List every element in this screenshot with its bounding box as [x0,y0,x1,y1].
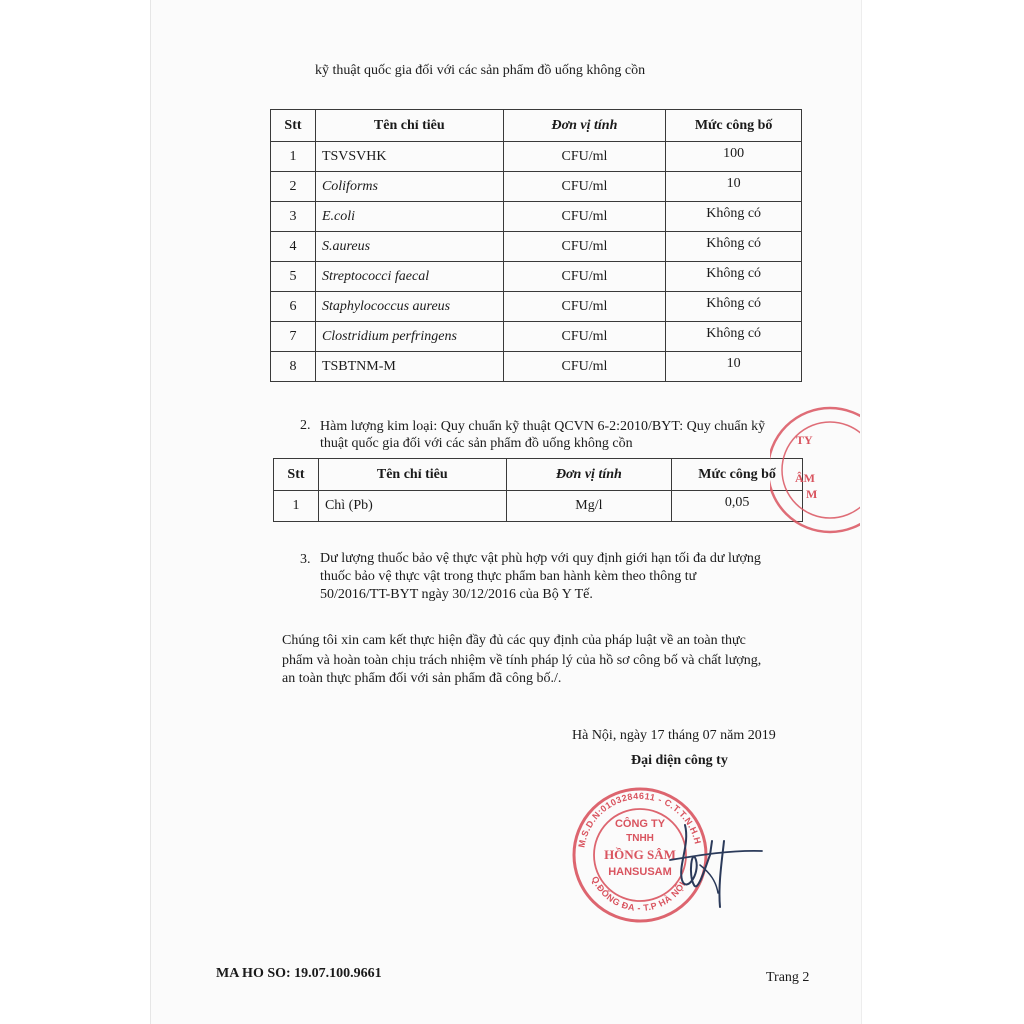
intro-line: kỹ thuật quốc gia đối với các sản phẩm đồ uống không cồn [315,63,646,78]
commitment-line1: Chúng tôi xin cam kết thực hiện đầy đủ các quy định của pháp luật về an toàn thực [282,633,746,648]
section2-number: 2. [300,418,311,433]
row-unit: Mg/l [506,491,672,522]
side-stamp [770,400,860,540]
row-value: Không có [666,262,802,292]
row-stt: 1 [271,142,316,172]
commitment-line2: phẩm và hoàn toàn chịu trách nhiệm về tính pháp lý của hồ sơ công bố và chất lượng, [282,653,762,668]
table-row [271,262,802,292]
header-value: Mức công bố [666,110,802,142]
row-unit: CFU/ml [503,172,666,202]
row-unit: CFU/ml [503,232,666,262]
row-value: Không có [666,232,802,262]
stamp-ring-bottom: Q.ĐỐNG ĐA - T.P HÀ NỘI [589,874,688,914]
page-number: Trang 2 [766,970,810,985]
row-value: Không có [666,322,802,352]
row-unit: CFU/ml [503,202,666,232]
header-stt: Stt [274,459,319,491]
row-stt: 1 [274,491,319,522]
row-value: 10 [666,172,802,202]
metal-table [273,458,803,522]
row-unit: CFU/ml [503,262,666,292]
table-row [271,172,802,202]
table-row [271,322,802,352]
row-stt: 6 [271,292,316,322]
stamp-line1: CÔNG TY [614,818,666,830]
table-row [274,491,803,522]
row-unit: CFU/ml [503,142,666,172]
row-name: Clostridium perfringens [315,322,503,352]
row-name: S.aureus [315,232,503,262]
table-row [271,352,802,382]
side-stamp-line3: M [806,487,818,501]
row-stt: 3 [271,202,316,232]
table-row [271,292,802,322]
row-value: Không có [666,202,802,232]
header-name: Tên chỉ tiêu [315,110,503,142]
header-name: Tên chỉ tiêu [318,459,506,491]
row-value: 100 [666,142,802,172]
row-unit: CFU/ml [503,322,666,352]
section2-line2: thuật quốc gia đối với các sản phẩm đồ uống không cồn [320,436,633,451]
section3-number: 3. [300,552,311,567]
row-name: TSVSVHK [315,142,503,172]
stamp-line2: TNHH [626,833,654,844]
row-name: Chì (Pb) [318,491,506,522]
row-stt: 8 [271,352,316,382]
commitment-line3: an toàn thực phẩm đối với sản phẩm đã công bố./. [282,671,562,686]
date-line: Hà Nội, ngày 17 tháng 07 năm 2019 [572,728,776,743]
side-stamp-line2: ÂM [795,471,815,485]
row-value: 0,05 [672,491,803,522]
row-name: Streptococci faecal [315,262,503,292]
table-row [271,142,802,172]
row-unit: CFU/ml [503,352,666,382]
section3-line2: thuốc bảo vệ thực vật trong thực phẩm ban hành kèm theo thông tư [320,569,697,584]
microbiology-table [270,109,802,382]
table-header-row [271,110,802,142]
stamp-line4: HANSUSAM [608,866,672,878]
row-value: 10 [666,352,802,382]
section3-line3: 50/2016/TT-BYT ngày 30/12/2016 của Bộ Y Tế. [320,587,593,602]
row-stt: 4 [271,232,316,262]
header-unit: Đơn vị tính [503,110,666,142]
row-stt: 7 [271,322,316,352]
row-name: TSBTNM-M [315,352,503,382]
stamp-ring-top: M.S.D.N:0103284611 - C.T.T.N.H.H [576,790,703,849]
header-value: Mức công bố [672,459,803,491]
section3-line1: Dư lượng thuốc bảo vệ thực vật phù hợp với quy định giới hạn tối đa dư lượng [320,551,761,566]
row-unit: CFU/ml [503,292,666,322]
row-value: Không có [666,292,802,322]
dossier-code: MA HO SO: 19.07.100.9661 [216,966,382,981]
side-stamp-line1: TY [796,433,813,447]
stamp-line3: HỒNG SÂM [604,847,676,862]
table-row [271,202,802,232]
row-stt: 5 [271,262,316,292]
row-stt: 2 [271,172,316,202]
table-row [271,232,802,262]
row-name: Coliforms [315,172,503,202]
row-name: Staphylococcus aureus [315,292,503,322]
table-header-row [274,459,803,491]
signature [660,805,770,915]
representative-title: Đại diện công ty [631,753,728,768]
header-unit: Đơn vị tính [506,459,672,491]
row-name: E.coli [315,202,503,232]
header-stt: Stt [271,110,316,142]
section2-line1: Hàm lượng kim loại: Quy chuẩn kỹ thuật QCVN 6-2:2010/BYT: Quy chuẩn kỹ [320,419,766,434]
